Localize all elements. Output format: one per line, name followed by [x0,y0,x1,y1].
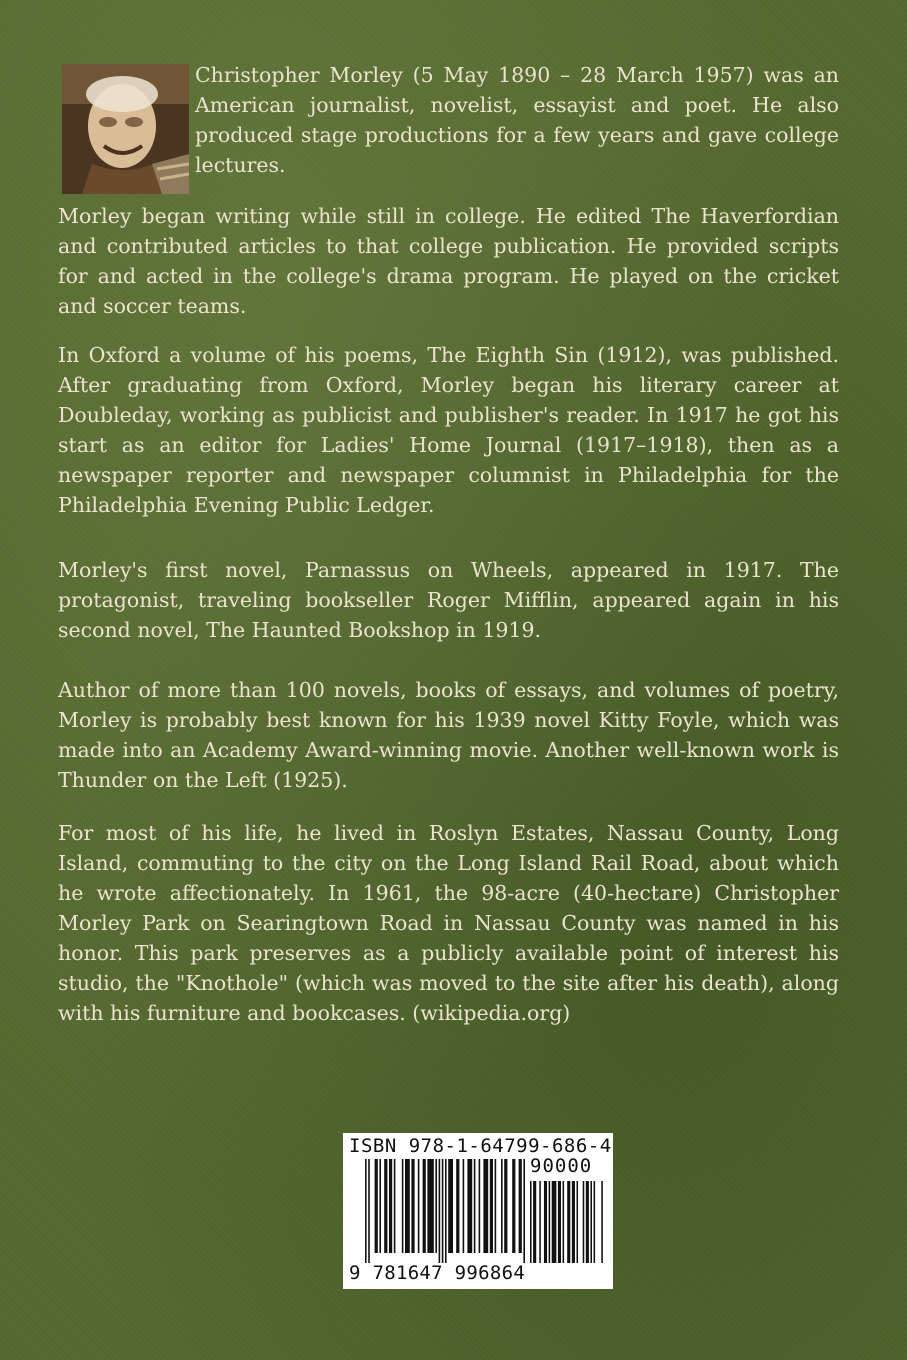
barcode-bar [463,1159,465,1253]
barcode-bar [394,1159,396,1253]
bio-paragraph-4: Morley's first novel, Parnassus on Wheels, appeared in 1917. The protagonist, traveling bookseller Roger Mifflin, appeared again in his second novel, The Haunted Bookshop in 1919. [58,558,839,642]
barcode-bar [549,1181,551,1263]
price-code: 90000 [530,1155,593,1177]
barcode-bar [445,1159,447,1263]
author-portrait [62,64,189,194]
barcode-bar [523,1159,525,1263]
barcode-bar [467,1159,472,1253]
barcode-bar [558,1181,561,1263]
barcode-bar [384,1159,387,1253]
barcode-bar [442,1159,444,1263]
isbn-label: ISBN 978-1-64799-686-4 [349,1135,612,1157]
barcode-bar [563,1181,565,1263]
bio-paragraph-5: Author of more than 100 novels, books of essays, and volumes of poetry, Morley is probably best known for his 1939 novel Kitty Foyle, which was made into an Academy Award-winning movie. Another well-known work is Thunder on the Left (1925). [58,678,839,792]
barcode-bar [365,1159,367,1263]
barcode-bar [405,1159,410,1253]
barcode-bar [418,1159,420,1253]
barcode-bar [512,1159,515,1253]
barcode-bar [483,1159,488,1253]
barcode-bar [368,1159,370,1263]
bio-paragraph-3: In Oxford a volume of his poems, The Eighth Sin (1912), was published. After graduating from Oxford, Morley began his literary career at Doubleday, working as publicist and publisher's reader. In 1917 he got his start as an editor for Ladies' Home Journal (1917–1918), then as a newspaper reporter and newspaper columnist in Philadelphia for the Philadelphia Evening Public Ledger. [58,343,839,517]
bio-paragraph-6: For most of his life, he lived in Roslyn Estates, Nassau County, Long Island, commuting to the city on the Long Island Rail Road, about which he wrote affectionately. In 1961, the 98-acre (40-hectare) Christopher Morley Park on Searingtown Road in Nassau County was named in his honor. This park preserves as a publicly available point of interest his studio, the "Knothole" (which was moved to the site after his death), along with his furniture and bookcases. (wikipedia.org) [58,821,839,1025]
barcode-bar [402,1159,404,1253]
barcode-bar [577,1181,579,1263]
barcode-bar [590,1181,592,1263]
barcode-bar [539,1181,541,1263]
ean-barcode-bars [365,1159,525,1263]
barcode-bar [411,1159,414,1253]
barcode-bar [533,1181,536,1263]
barcode-bar [530,1181,532,1263]
barcode-bar [456,1159,459,1253]
barcode-bar [519,1159,522,1253]
barcode-bar [495,1159,497,1253]
barcode-bar [490,1159,493,1253]
barcode-bar [552,1181,557,1263]
barcode-bar [594,1181,596,1263]
barcode-bar [379,1159,381,1253]
barcode-bar [479,1159,481,1253]
author-portrait-image [62,64,189,194]
barcode-bar [427,1159,433,1253]
isbn-barcode [343,1133,613,1289]
bio-paragraph-1: Christopher Morley (5 May 1890 – 28 March 1957) was an American journalist, novelist, essayist and poet. He also produced stage productions for a few years and gave college lectures. [195,63,839,177]
barcode-bar [448,1159,453,1253]
barcode-bar [389,1159,392,1253]
barcode-bar [423,1159,426,1253]
ean-digits: 9 781647 996864 [349,1262,526,1284]
barcode-bar [375,1159,378,1253]
barcode-bar [439,1159,441,1263]
barcode-bar [567,1181,570,1263]
barcode-bar [501,1159,503,1253]
barcode-bar [544,1181,547,1263]
barcode-bar [572,1181,575,1263]
barcode-bar [601,1181,603,1263]
barcode-bar [435,1159,437,1253]
barcode-bar [583,1181,585,1263]
bio-paragraph-2: Morley began writing while still in college. He edited The Haverfordian and contributed articles to that college publication. He provided scripts for and acted in the college's drama program. He played on the cricket and soccer teams. [58,204,839,318]
barcode-bar [504,1159,507,1253]
barcode-bar [474,1159,476,1253]
barcode-bar [586,1181,589,1263]
addon-barcode-bars [530,1181,608,1263]
